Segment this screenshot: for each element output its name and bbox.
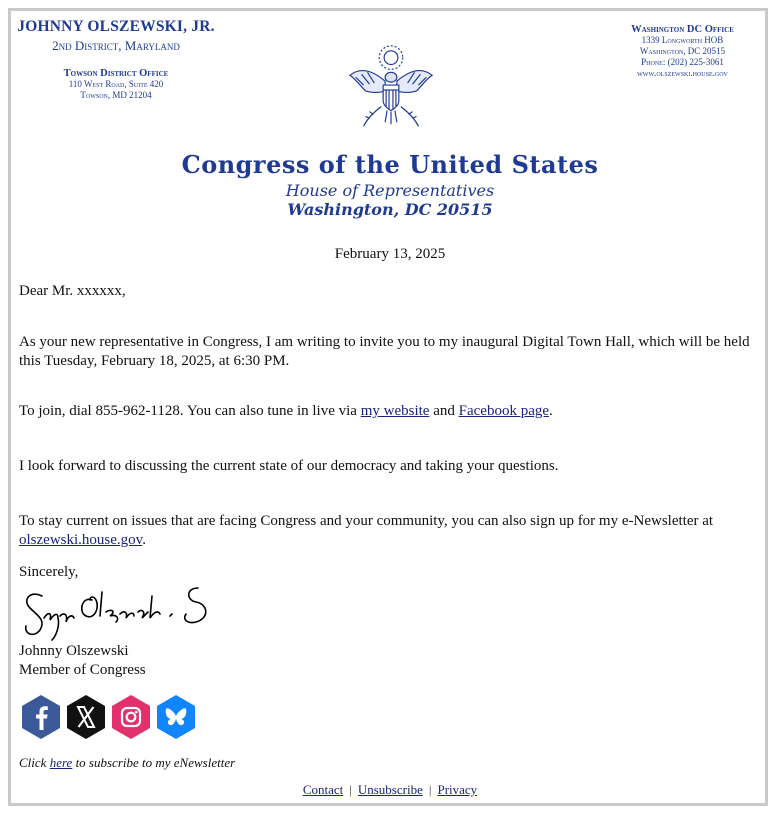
- paragraph-invitation: As your new representative in Congress, I am writing to invite you to my inaugural Digital Town Hall, which will be held this Tuesday, February 18, 2025, at 6:30 PM.: [19, 334, 750, 369]
- join-text: To join, dial 855-962-1128. You can also tune in live via: [19, 403, 361, 419]
- paragraph-join: [19, 402, 771, 421]
- join-period: .: [549, 403, 553, 419]
- newsletter-period: .: [142, 532, 146, 548]
- social-icons-row: [20, 694, 197, 740]
- facebook-link[interactable]: [20, 694, 62, 740]
- masthead-congress: Congress of the United States: [181, 150, 599, 179]
- olszewski-website-link[interactable]: olszewski.house.gov: [19, 532, 143, 548]
- greeting: Dear Mr. xxxxxx,: [19, 283, 126, 299]
- signer-name: Johnny Olszewski: [19, 643, 129, 659]
- contact-link[interactable]: Contact: [302, 782, 344, 797]
- district-office-title: Towson District Office: [63, 68, 169, 79]
- letter-date: February 13, 2025: [334, 246, 446, 262]
- subscribe-here-link[interactable]: here: [49, 755, 73, 770]
- district-office-address-line1: 110 West Road, Suite 420: [68, 79, 164, 89]
- district-label: 2nd District, Maryland: [52, 38, 180, 53]
- handwritten-signature: [20, 582, 220, 644]
- subscribe-rest-text: to subscribe to my eNewsletter: [72, 755, 236, 770]
- congress-masthead: [0, 150, 780, 219]
- bluesky-butterfly-icon: [155, 694, 197, 740]
- bluesky-link[interactable]: [155, 694, 197, 740]
- instagram-icon: [110, 694, 152, 740]
- my-website-link[interactable]: my website: [360, 403, 430, 419]
- footer-separator: |: [349, 782, 352, 797]
- x-link[interactable]: [65, 694, 107, 740]
- privacy-link[interactable]: Privacy: [437, 782, 478, 797]
- district-office-address-line2: Towson, MD 21204: [80, 90, 152, 100]
- dc-office-address-line2: Washington, DC 20515: [639, 46, 726, 56]
- masthead-location: Washington, DC 20515: [287, 200, 493, 219]
- facebook-page-link[interactable]: Facebook page: [458, 403, 550, 419]
- representative-name: JOHNNY OLSZEWSKI, JR.: [17, 18, 215, 35]
- closing: Sincerely,: [19, 564, 79, 580]
- footer-separator: |: [428, 782, 432, 797]
- masthead-house: House of Representatives: [285, 181, 495, 200]
- footer-links: [0, 782, 780, 798]
- dc-office-title: Washington DC Office: [631, 24, 734, 35]
- subscribe-click-text: Click: [19, 755, 50, 770]
- paragraph-discussion: I look forward to discussing the current state of our democracy and taking your questions.: [19, 458, 559, 474]
- facebook-icon: [20, 694, 62, 740]
- dc-office-phone: Phone: (202) 225-3061: [641, 57, 724, 67]
- dc-office-website: www.olszewski.house.gov: [637, 68, 728, 78]
- x-icon: [65, 694, 107, 740]
- join-and-text: and: [429, 403, 459, 419]
- signature-block: [19, 642, 771, 680]
- district-office-block: [6, 18, 226, 101]
- unsubscribe-link[interactable]: Unsubscribe: [357, 782, 423, 797]
- paragraph-newsletter: [19, 512, 771, 550]
- newsletter-text: To stay current on issues that are facing Congress and your community, you can also sign up for my e-Newsletter at: [19, 513, 714, 529]
- house-seal-eagle-icon: [342, 40, 440, 138]
- instagram-link[interactable]: [110, 694, 152, 740]
- subscribe-line: [19, 755, 235, 771]
- signer-title: Member of Congress: [19, 662, 146, 678]
- dc-office-address-line1: 1339 Longworth HOB: [641, 35, 724, 45]
- dc-office-block: [590, 24, 775, 79]
